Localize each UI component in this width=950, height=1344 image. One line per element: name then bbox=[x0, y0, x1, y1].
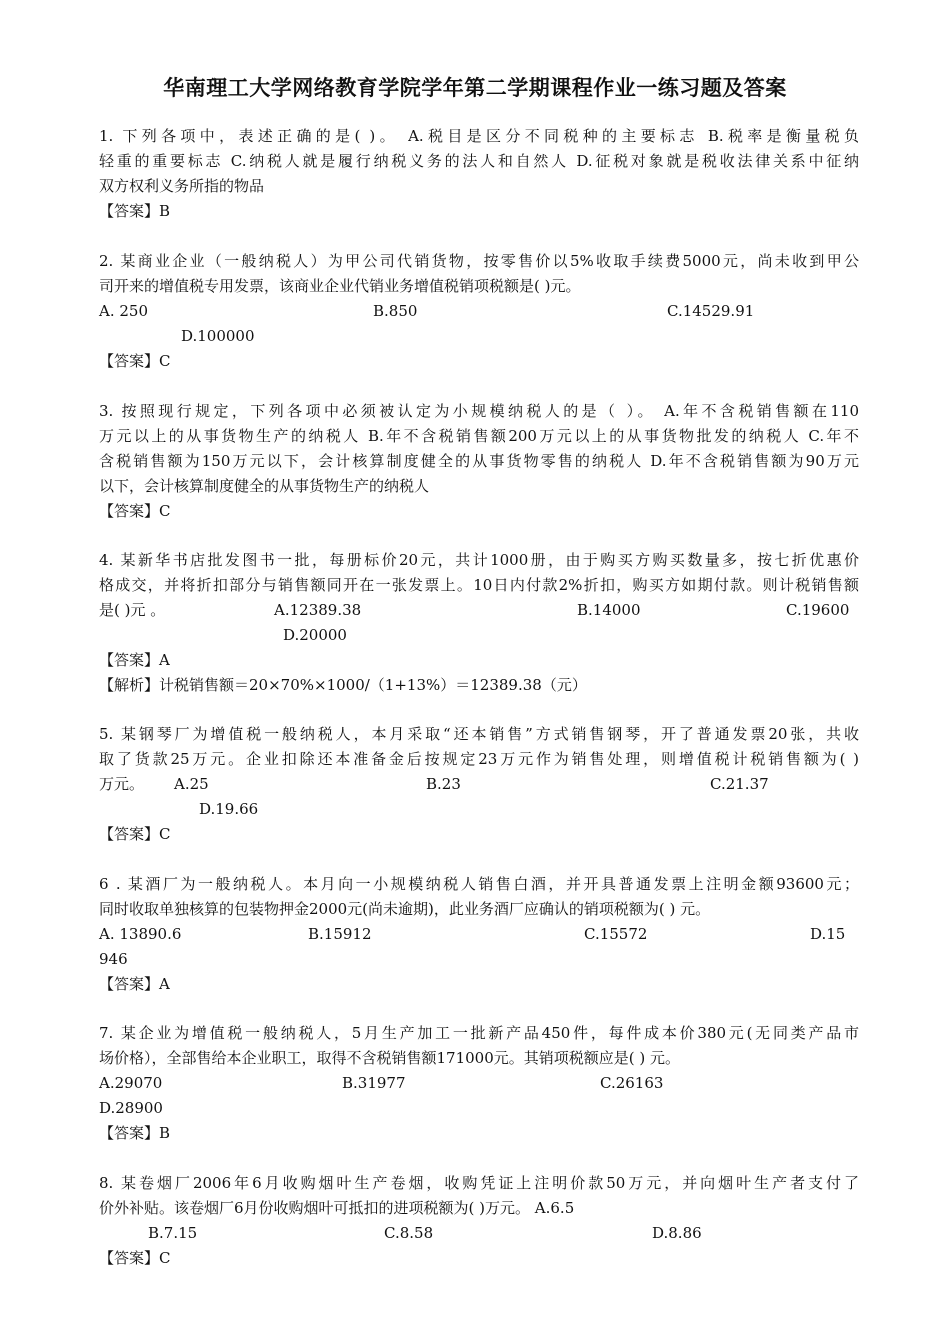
q6-option-b: B.15912 bbox=[308, 925, 372, 943]
q4-line-3: 是( )元 。 bbox=[99, 601, 166, 619]
q1-line-1: 1. 下列各项中，表述正确的是( )。 A.税目是区分不同税种的主要标志 B.税率是衡量税负 bbox=[99, 127, 859, 145]
q1-line-3: 双方权利义务所指的物品 bbox=[99, 177, 265, 195]
q4-option-d: D.20000 bbox=[283, 626, 347, 644]
q2-answer: 【答案】C bbox=[99, 352, 171, 370]
q3-line-2: 万元以上的从事货物生产的纳税人 B.年不含税销售额200万元以上的从事货物批发的纳税人 C.年不 bbox=[99, 427, 859, 445]
q6-option-a: A. 13890.6 bbox=[99, 925, 182, 943]
q2-line-1: 2. 某商业企业（一般纳税人）为甲公司代销货物，按零售价以5%收取手续费5000元，尚未收到甲公 bbox=[99, 252, 859, 270]
q4-option-b: B.14000 bbox=[577, 601, 641, 619]
q4-answer: 【答案】A bbox=[99, 651, 170, 669]
q4-option-c: C.19600 bbox=[786, 601, 850, 619]
q7-line-2: 场价格），全部售给本企业职工，取得不含税销售额171000元。其销项税额应是( ) 元。 bbox=[99, 1049, 681, 1067]
q1-line-2: 轻重的重要标志 C.纳税人就是履行纳税义务的法人和自然人 D.征税对象就是税收法律关系中征纳 bbox=[99, 152, 859, 170]
q3-answer: 【答案】C bbox=[99, 502, 171, 520]
q2-option-c: C.14529.91 bbox=[667, 302, 755, 320]
q8-line-1: 8. 某卷烟厂2006年6月收购烟叶生产卷烟，收购凭证上注明价款50万元，并向烟叶生产者支付了 bbox=[99, 1174, 859, 1192]
q5-line-1: 5. 某钢琴厂为增值税一般纳税人，本月采取“还本销售”方式销售钢琴，开了普通发票20张，共收 bbox=[99, 725, 859, 743]
q8-option-b: B.7.15 bbox=[148, 1224, 198, 1242]
q7-option-d: D.28900 bbox=[99, 1099, 163, 1117]
q7-line-1: 7. 某企业为增值税一般纳税人，5月生产加工一批新产品450件，每件成本价380元(无同类产品市 bbox=[99, 1024, 859, 1042]
q3-line-4: 以下，会计核算制度健全的从事货物生产的纳税人 bbox=[99, 477, 430, 495]
q4-analysis: 【解析】计税销售额＝20×70%×1000/（1+13%）＝12389.38（元） bbox=[99, 676, 587, 694]
q4-line-2: 格成交，并将折扣部分与销售额同开在一张发票上。10日内付款2%折扣，购买方如期付款。则计税销售额 bbox=[99, 576, 859, 594]
q4-line-1: 4. 某新华书店批发图书一批，每册标价20元，共计1000册，由于购买方购买数量多，按七折优惠价 bbox=[99, 551, 859, 569]
q2-option-b: B.850 bbox=[373, 302, 418, 320]
q2-option-a: A. 250 bbox=[99, 302, 148, 320]
q6-answer: 【答案】A bbox=[99, 975, 170, 993]
q6-line-1: 6 . 某酒厂为一般纳税人。本月向一小规模纳税人销售白酒，并开具普通发票上注明金额93600元； bbox=[99, 875, 859, 893]
q3-line-3: 含税销售额为150万元以下，会计核算制度健全的从事货物零售的纳税人 D.年不含税销售额为90万元 bbox=[99, 452, 859, 470]
q7-option-b: B.31977 bbox=[342, 1074, 406, 1092]
q5-option-a: A.25 bbox=[174, 775, 209, 793]
q8-option-d: D.8.86 bbox=[652, 1224, 702, 1242]
q6-line-2: 同时收取单独核算的包装物押金2000元(尚未逾期)，此业务酒厂应确认的销项税额为( ) 元。 bbox=[99, 900, 711, 918]
q2-line-2: 司开来的增值税专用发票，该商业企业代销业务增值税销项税额是( )元。 bbox=[99, 277, 581, 295]
q6-option-c: C.15572 bbox=[584, 925, 648, 943]
q8-answer: 【答案】C bbox=[99, 1249, 171, 1267]
q5-line-3: 万元。 bbox=[99, 775, 145, 793]
q6-option-d-continued: 946 bbox=[99, 950, 128, 968]
q6-option-d: D.15 bbox=[810, 925, 846, 943]
q7-option-c: C.26163 bbox=[600, 1074, 664, 1092]
document-title: 华南理工大学网络教育学院学年第二学期课程作业一练习题及答案 bbox=[163, 75, 787, 100]
q5-option-c: C.21.37 bbox=[710, 775, 769, 793]
q7-option-a: A.29070 bbox=[99, 1074, 163, 1092]
q8-line-2: 价外补贴。该卷烟厂6月份收购烟叶可抵扣的进项税额为( )万元。 A.6.5 bbox=[99, 1199, 575, 1217]
q4-option-a: A.12389.38 bbox=[274, 601, 362, 619]
q7-answer: 【答案】B bbox=[99, 1124, 171, 1142]
q2-option-d: D.100000 bbox=[181, 327, 255, 345]
q5-option-b: B.23 bbox=[426, 775, 461, 793]
q5-option-d: D.19.66 bbox=[199, 800, 259, 818]
q8-option-c: C.8.58 bbox=[384, 1224, 434, 1242]
q5-answer: 【答案】C bbox=[99, 825, 171, 843]
q5-line-2: 取了货款25万元。企业扣除还本准备金后按规定23万元作为销售处理，则增值税计税销售额为( ) bbox=[99, 750, 859, 768]
q3-line-1: 3. 按照现行规定，下列各项中必须被认定为小规模纳税人的是（ ）。 A.年不含税销售额在110 bbox=[99, 402, 859, 420]
q1-answer: 【答案】B bbox=[99, 202, 171, 220]
